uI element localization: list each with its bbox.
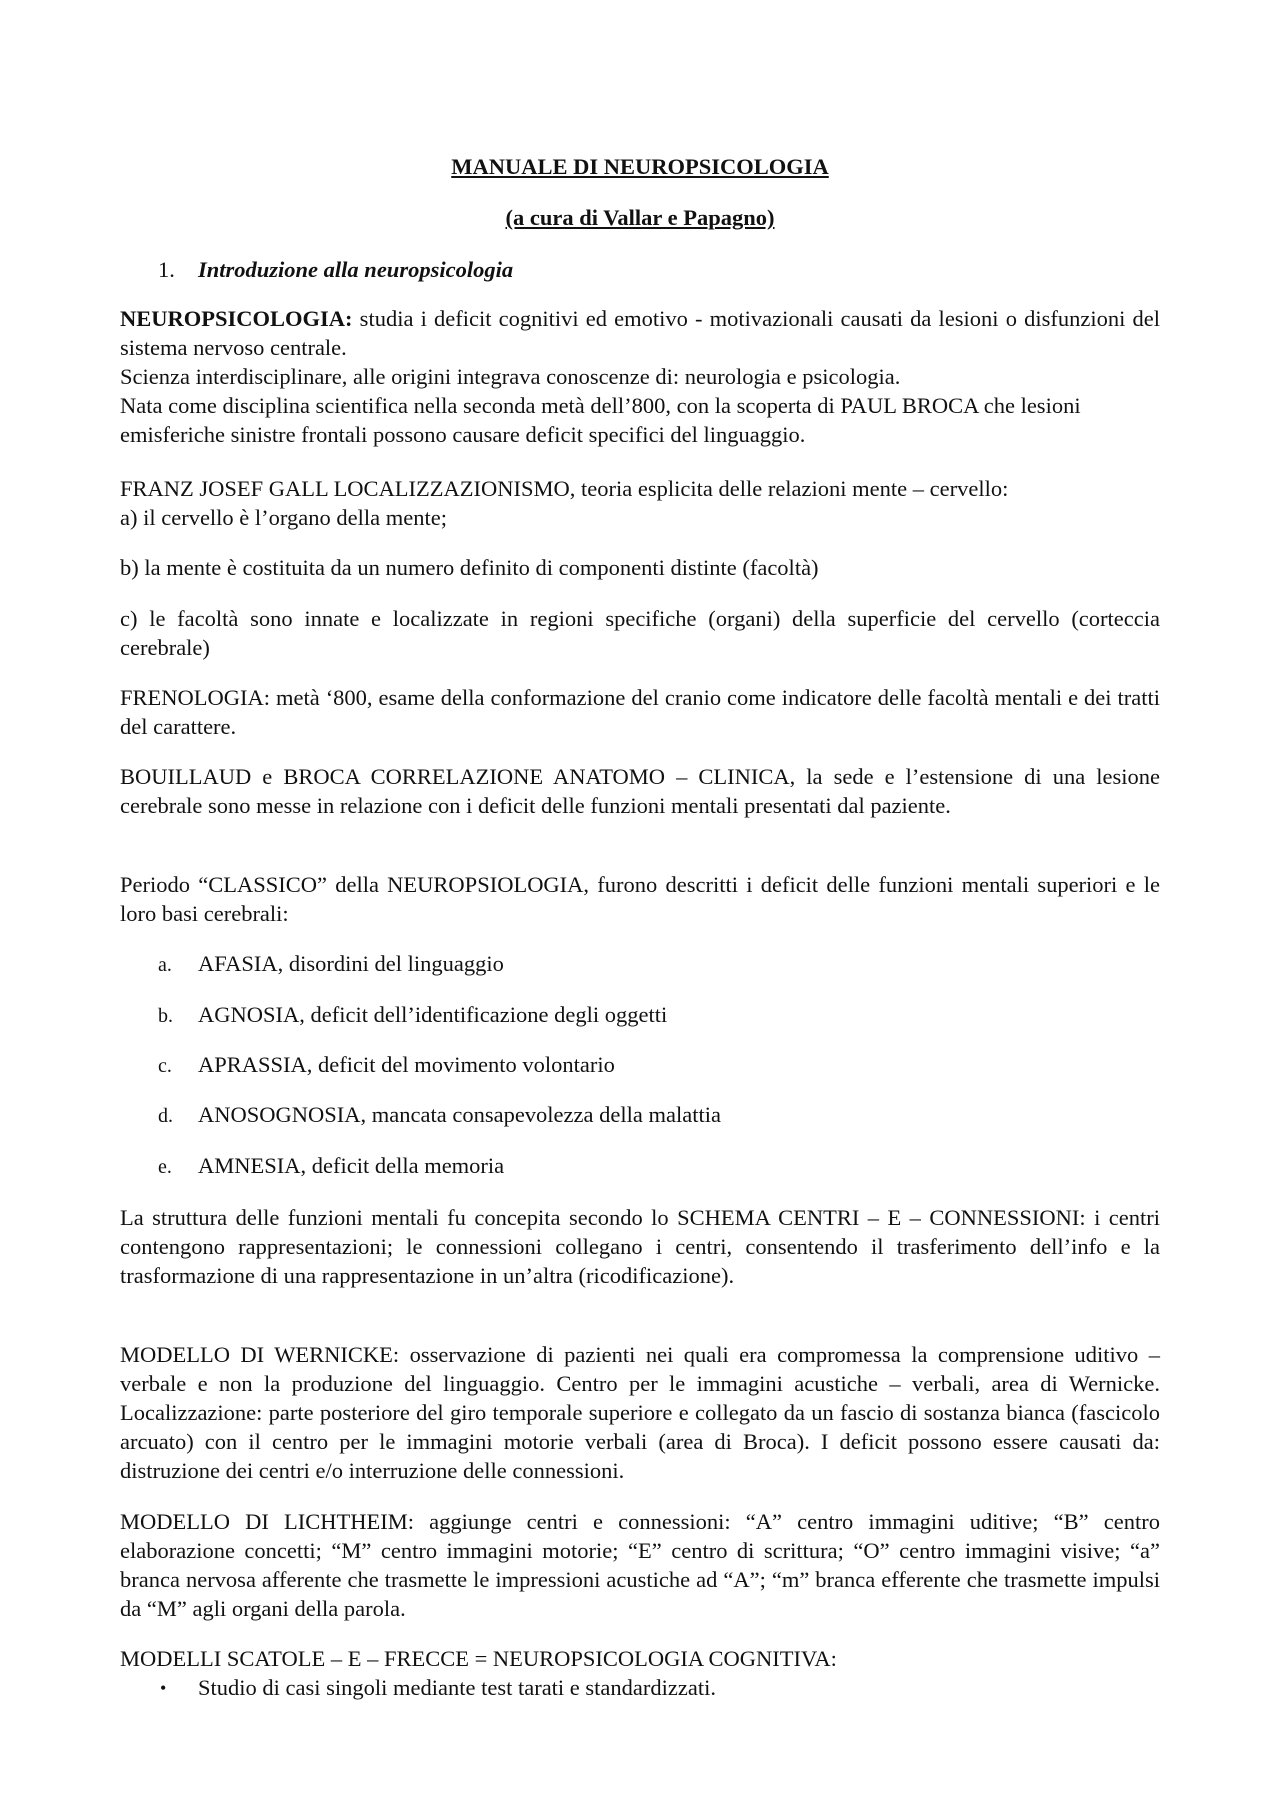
paragraph-schema-centri: La struttura delle funzioni mentali fu concepita secondo lo SCHEMA CENTRI – E – CONNESSIONI: i centri contengono rappresentazioni; le connessioni collegano i centri, consentendo il trasferimento dell’info e la trasformazione di una rappresentazione in un’altra (ricodificazione). xyxy=(120,1205,1160,1288)
gall-point-c: c) le facoltà sono innate e localizzate in regioni specifiche (organi) della superficie del cervello (corteccia cerebrale) xyxy=(120,606,1160,660)
list-letter-d: d. xyxy=(158,1105,173,1127)
list-letter-c: c. xyxy=(158,1055,172,1077)
list-letter-a: a. xyxy=(158,954,172,976)
bullet-item-casi-singoli: Studio di casi singoli mediante test tarati e standardizzati. xyxy=(198,1675,716,1700)
gall-intro: FRANZ JOSEF GALL LOCALIZZAZIONISMO, teoria esplicita delle relazioni mente – cervello: xyxy=(120,476,1009,501)
paragraph-wernicke: MODELLO DI WERNICKE: osservazione di pazienti nei quali era compromessa la comprensione uditivo – verbale e non la produzione del linguaggio. Centro per le immagini acustiche – verbali, area di Wernicke. Localizzazione: parte posteriore del giro temporale superiore e collegato da un fascio di sostanza bianca (fascicolo arcuato) con il centro per le immagini motorie verbali (area di Broca). I deficit possono essere causati da: distruzione dei centri e/o interruzione delle connessioni. xyxy=(120,1342,1160,1483)
list-item-agnosia: AGNOSIA, deficit dell’identificazione degli oggetti xyxy=(198,1002,668,1027)
paragraph-scatole-frecce: MODELLI SCATOLE – E – FRECCE = NEUROPSICOLOGIA COGNITIVA: xyxy=(120,1646,837,1671)
bullet-icon: • xyxy=(160,1678,167,1698)
document-title: MANUALE DI NEUROPSICOLOGIA xyxy=(451,154,829,179)
paragraph-periodo-classico: Periodo “CLASSICO” della NEUROPSIOLOGIA, furono descritti i deficit delle funzioni mentali superiori e le loro basi cerebrali: xyxy=(120,872,1160,926)
paragraph-lichtheim: MODELLO DI LICHTHEIM: aggiunge centri e connessioni: “A” centro immagini uditive; “B” centro elaborazione concetti; “M” centro immagini motorie; “E” centro di scrittura; “O” centro immagini visive; “a” branca nervosa afferente che trasmette le impressioni acustiche ad “A”; “m” branca efferente che trasmette impulsi da “M” agli organi della parola. xyxy=(120,1509,1160,1621)
paragraph-broca: Nata come disciplina scientifica nella seconda metà dell’800, con la scoperta di PAUL BROCA che lesioni emisferiche sinistre frontali possono causare deficit specifici del linguaggio. xyxy=(120,393,1081,447)
document-subtitle: (a cura di Vallar e Papagno) xyxy=(505,205,775,230)
paragraph-interdisciplinare: Scienza interdisciplinare, alle origini integrava conoscenze di: neurologia e psicologia. xyxy=(120,364,901,389)
gall-point-b: b) la mente è costituita da un numero definito di componenti distinte (facoltà) xyxy=(120,555,819,580)
list-item-anosognosia: ANOSOGNOSIA, mancata consapevolezza della malattia xyxy=(198,1102,721,1127)
term-neuropsicologia: NEUROPSICOLOGIA: xyxy=(120,306,353,331)
section-number: 1. xyxy=(158,257,175,282)
paragraph-bouillaud-broca: BOUILLAUD e BROCA CORRELAZIONE ANATOMO – CLINICA, la sede e l’estensione di una lesione cerebrale sono messe in relazione con i deficit delle funzioni mentali presentati dal paziente. xyxy=(120,764,1160,818)
list-letter-b: b. xyxy=(158,1005,173,1027)
section-heading: Introduzione alla neuropsicologia xyxy=(198,257,514,282)
definition-neuropsicologia: studia i deficit cognitivi ed emotivo - motivazionali causati da lesioni o disfunzioni del sistema nervoso centrale. xyxy=(120,306,1160,360)
list-item-amnesia: AMNESIA, deficit della memoria xyxy=(198,1153,505,1178)
list-item-afasia: AFASIA, disordini del linguaggio xyxy=(198,951,504,976)
gall-point-a: a) il cervello è l’organo della mente; xyxy=(120,505,447,530)
list-item-aprassia: APRASSIA, deficit del movimento volontario xyxy=(198,1052,615,1077)
paragraph-neuropsicologia xyxy=(120,304,1160,362)
list-letter-e: e. xyxy=(158,1156,172,1178)
paragraph-frenologia: FRENOLOGIA: metà ‘800, esame della conformazione del cranio come indicatore delle facoltà mentali e dei tratti del carattere. xyxy=(120,685,1160,739)
